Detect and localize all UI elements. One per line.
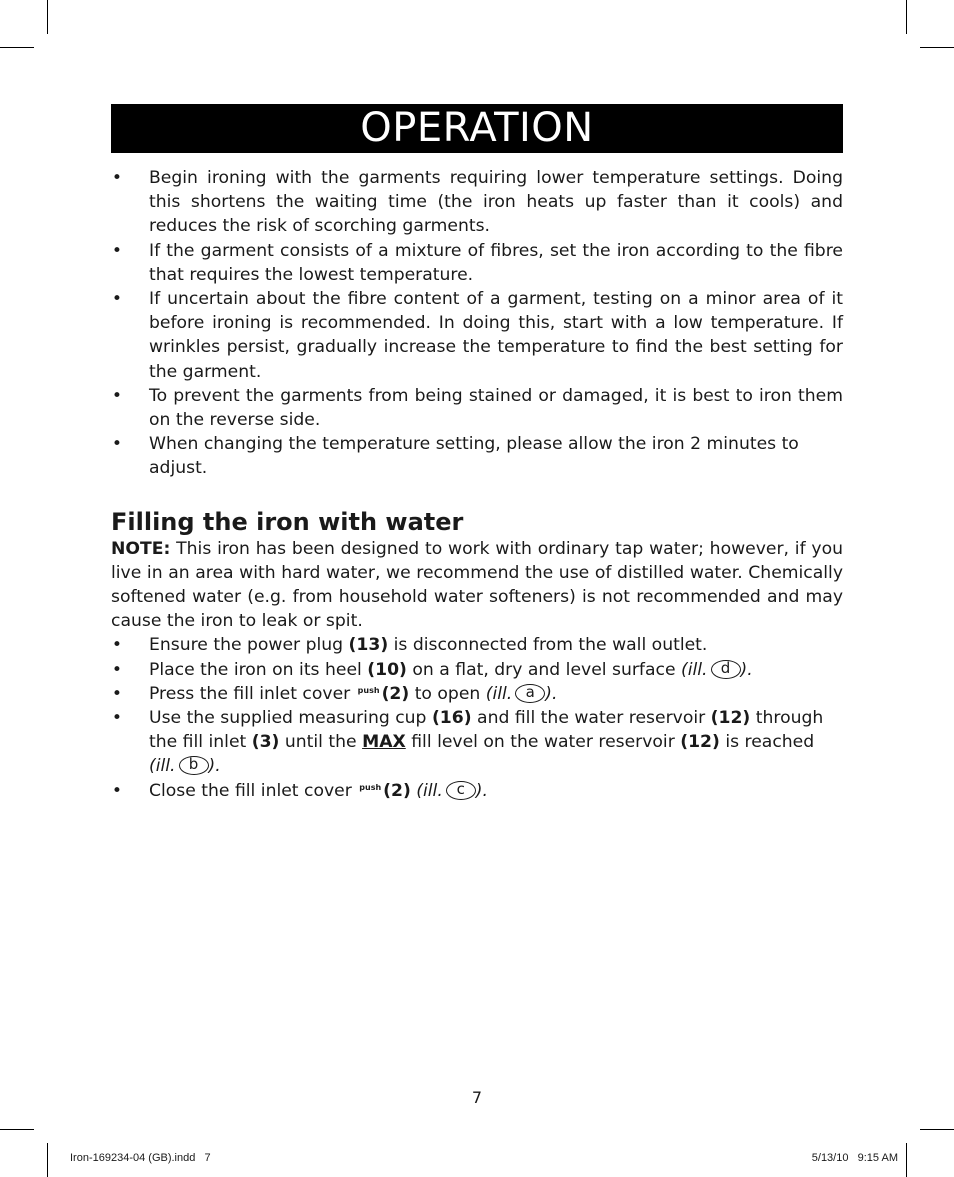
- bullet-icon: •: [111, 635, 123, 656]
- list-item: • To prevent the garments from being stained or damaged, it is best to iron them on the reverse side.: [111, 385, 843, 431]
- bullet-icon: •: [111, 289, 123, 310]
- bullet-icon: •: [111, 708, 123, 729]
- list-item: • Press the fill inlet cover push (2) to open (ill. a ).: [111, 682, 843, 706]
- list-item: • Begin ironing with the garments requiring lower temperature settings. Doing this shortens the waiting time (the iron heats up faster than it cools) and reduces the risk of scorching garments.: [111, 168, 843, 237]
- crop-mark-top-right-v: [906, 0, 907, 34]
- illustration-c-icon: c: [446, 781, 476, 800]
- content-area: [111, 166, 843, 803]
- crop-mark-bottom-right-h: [920, 1129, 954, 1130]
- push-icon: push: [357, 685, 380, 695]
- crop-mark-top-left-v: [47, 0, 48, 34]
- tips-list: [111, 166, 843, 481]
- bullet-icon: •: [111, 168, 123, 188]
- footer-timestamp: 5/13/10 9:15 AM: [811, 1152, 898, 1164]
- bullet-icon: •: [111, 240, 123, 261]
- max-label: MAX: [362, 732, 406, 753]
- list-item: • When changing the temperature setting, please allow the iron 2 minutes to adjust.: [111, 434, 799, 479]
- bullet-icon: •: [111, 780, 123, 801]
- crop-mark-bottom-left-v: [47, 1143, 48, 1177]
- list-item: • If uncertain about the fibre content of a garment, testing on a minor area of it before ironing is recommended. In doing this, start with a low temperature. If wrinkles persist, gradually increase the temperature to find the best setting for the garment.: [111, 289, 843, 382]
- page-title: OPERATION: [111, 104, 843, 153]
- note-paragraph: NOTE: This iron has been designed to work with ordinary tap water; however, if you live in an area with hard water, we recommend the use of distilled water. Chemically softened water (e.g. from household water softeners) is not recommended and may cause the iron to leak or spit.: [111, 538, 843, 632]
- bullet-icon: •: [111, 434, 123, 455]
- push-icon: push: [359, 782, 382, 792]
- crop-mark-bottom-right-v: [906, 1143, 907, 1177]
- list-item: • If the garment consists of a mixture of fibres, set the iron according to the fibre that requires the lowest temperature.: [111, 240, 843, 285]
- list-item: • Ensure the power plug (13) is disconnected from the wall outlet.: [111, 633, 843, 657]
- list-item: • Use the supplied measuring cup (16) and fill the water reservoir (12) through the fill inlet (3) until the MAX fill level on the water reservoir (12) is reached (ill. b ).: [111, 708, 824, 777]
- illustration-d-icon: d: [711, 660, 741, 679]
- bullet-icon: •: [111, 659, 123, 680]
- footer-file-info: Iron-169234-04 (GB).indd 7: [70, 1152, 211, 1164]
- note-label: NOTE:: [111, 538, 171, 559]
- filling-steps-list: [111, 633, 843, 802]
- bullet-icon: •: [111, 683, 123, 704]
- crop-mark-top-left-h: [0, 47, 34, 48]
- illustration-b-icon: b: [179, 756, 209, 775]
- list-item: • Close the fill inlet cover push (2) (ill. c ).: [111, 779, 843, 803]
- illustration-a-icon: a: [515, 684, 545, 703]
- crop-mark-bottom-left-h: [0, 1129, 34, 1130]
- list-item: • Place the iron on its heel (10) on a flat, dry and level surface (ill. d ).: [111, 658, 843, 682]
- bullet-icon: •: [111, 385, 123, 406]
- page-number: 7: [471, 1088, 483, 1107]
- crop-mark-top-right-h: [920, 47, 954, 48]
- section-heading: Filling the iron with water: [111, 507, 464, 536]
